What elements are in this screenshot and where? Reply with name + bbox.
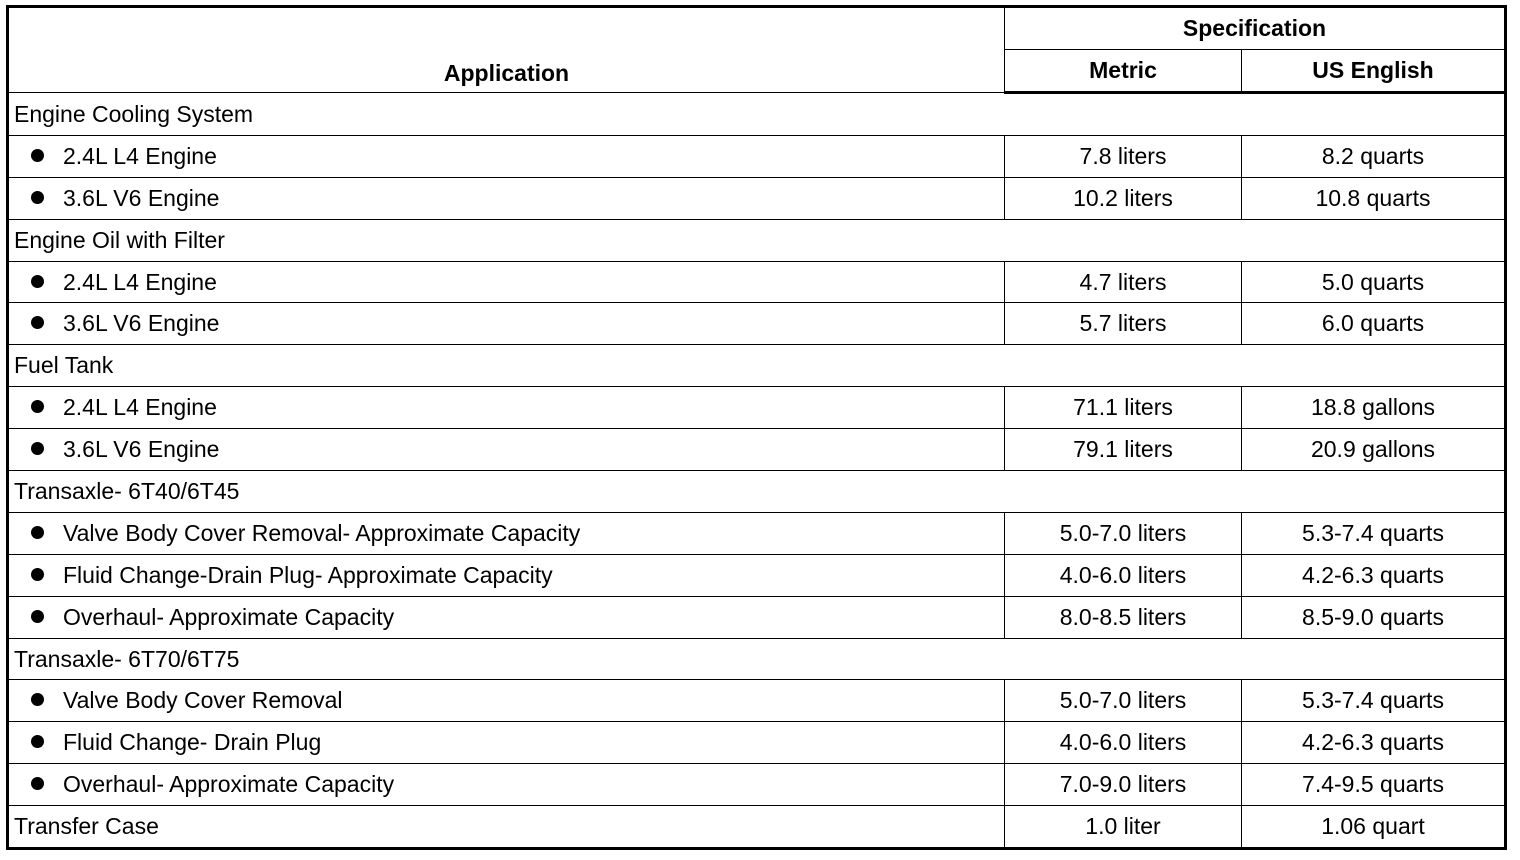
group-header-row xyxy=(8,345,1506,387)
bullet-icon xyxy=(31,400,44,413)
metric-value-cell: 4.0-6.0 liters xyxy=(1005,554,1242,596)
metric-value-cell: 10.2 liters xyxy=(1005,177,1242,219)
application-cell xyxy=(8,387,1005,429)
application-label: Overhaul- Approximate Capacity xyxy=(63,603,395,630)
application-cell xyxy=(8,596,1005,638)
us-english-value-cell: 8.5-9.0 quarts xyxy=(1242,596,1506,638)
metric-value-cell: 1.0 liter xyxy=(1005,806,1242,849)
group-label: Transaxle- 6T40/6T45 xyxy=(8,471,1506,513)
specification-column-header: Specification xyxy=(1005,7,1506,50)
table-row xyxy=(8,512,1506,554)
metric-value-cell: 5.0-7.0 liters xyxy=(1005,512,1242,554)
table-row xyxy=(8,806,1506,849)
application-label: Valve Body Cover Removal- Approximate Capacity xyxy=(63,519,581,546)
bullet-icon xyxy=(31,568,44,581)
application-cell xyxy=(8,680,1005,722)
table-row xyxy=(8,135,1506,177)
group-header-row xyxy=(8,471,1506,513)
bullet-icon xyxy=(31,610,44,623)
application-cell xyxy=(8,429,1005,471)
table-row xyxy=(8,554,1506,596)
group-label: Fuel Tank xyxy=(8,345,1506,387)
metric-value-cell: 8.0-8.5 liters xyxy=(1005,596,1242,638)
bullet-icon xyxy=(31,777,44,790)
table-row xyxy=(8,680,1506,722)
metric-value-cell: 5.0-7.0 liters xyxy=(1005,680,1242,722)
bullet-icon xyxy=(31,316,44,329)
bullet-icon xyxy=(31,191,44,204)
us-english-column-header: US English xyxy=(1242,50,1506,93)
application-cell xyxy=(8,135,1005,177)
us-english-value-cell: 5.3-7.4 quarts xyxy=(1242,680,1506,722)
metric-value-cell: 7.8 liters xyxy=(1005,135,1242,177)
us-english-value-cell: 1.06 quart xyxy=(1242,806,1506,849)
application-cell xyxy=(8,722,1005,764)
metric-value-cell: 4.7 liters xyxy=(1005,261,1242,303)
us-english-value-cell: 18.8 gallons xyxy=(1242,387,1506,429)
us-english-value-cell: 6.0 quarts xyxy=(1242,303,1506,345)
us-english-value-cell: 4.2-6.3 quarts xyxy=(1242,554,1506,596)
application-label: Overhaul- Approximate Capacity xyxy=(63,771,395,798)
us-english-value-cell: 7.4-9.5 quarts xyxy=(1242,764,1506,806)
application-label: Fluid Change- Drain Plug xyxy=(63,729,322,756)
application-cell xyxy=(8,261,1005,303)
table-row xyxy=(8,429,1506,471)
metric-column-header: Metric xyxy=(1005,50,1242,93)
application-label: 2.4L L4 Engine xyxy=(63,268,217,295)
us-english-value-cell: 8.2 quarts xyxy=(1242,135,1506,177)
application-label: 2.4L L4 Engine xyxy=(63,142,217,169)
group-header-row xyxy=(8,638,1506,680)
table-row xyxy=(8,764,1506,806)
us-english-value-cell: 20.9 gallons xyxy=(1242,429,1506,471)
capacity-specification-table xyxy=(6,5,1507,850)
group-label: Transaxle- 6T70/6T75 xyxy=(8,638,1506,680)
header-row-top xyxy=(8,7,1506,50)
metric-value-cell: 79.1 liters xyxy=(1005,429,1242,471)
bullet-icon xyxy=(31,149,44,162)
application-label: Valve Body Cover Removal xyxy=(63,687,343,714)
us-english-value-cell: 5.3-7.4 quarts xyxy=(1242,512,1506,554)
us-english-value-cell: 5.0 quarts xyxy=(1242,261,1506,303)
group-label: Engine Oil with Filter xyxy=(8,219,1506,261)
application-label: Fluid Change-Drain Plug- Approximate Capacity xyxy=(63,561,553,588)
bullet-icon xyxy=(31,693,44,706)
bullet-icon xyxy=(31,526,44,539)
application-label: 3.6L V6 Engine xyxy=(63,310,220,337)
table-row xyxy=(8,303,1506,345)
application-label: 3.6L V6 Engine xyxy=(63,184,220,211)
application-cell xyxy=(8,512,1005,554)
bullet-icon xyxy=(31,735,44,748)
metric-value-cell: 7.0-9.0 liters xyxy=(1005,764,1242,806)
bullet-icon xyxy=(31,275,44,288)
capacity-table-wrapper xyxy=(6,5,1507,850)
table-row xyxy=(8,177,1506,219)
application-column-header: Application xyxy=(8,7,1005,93)
bullet-icon xyxy=(31,442,44,455)
table-row xyxy=(8,596,1506,638)
application-cell xyxy=(8,303,1005,345)
application-cell xyxy=(8,554,1005,596)
metric-value-cell: 5.7 liters xyxy=(1005,303,1242,345)
metric-value-cell: 71.1 liters xyxy=(1005,387,1242,429)
table-row xyxy=(8,722,1506,764)
table-body xyxy=(8,93,1506,849)
application-label: 3.6L V6 Engine xyxy=(63,436,220,463)
us-english-value-cell: 4.2-6.3 quarts xyxy=(1242,722,1506,764)
group-header-row xyxy=(8,93,1506,136)
group-header-row xyxy=(8,219,1506,261)
table-row xyxy=(8,261,1506,303)
group-label: Engine Cooling System xyxy=(8,93,1506,136)
us-english-value-cell: 10.8 quarts xyxy=(1242,177,1506,219)
application-cell: Transfer Case xyxy=(8,806,1005,849)
application-cell xyxy=(8,764,1005,806)
application-label: 2.4L L4 Engine xyxy=(63,394,217,421)
application-cell xyxy=(8,177,1005,219)
metric-value-cell: 4.0-6.0 liters xyxy=(1005,722,1242,764)
table-row xyxy=(8,387,1506,429)
